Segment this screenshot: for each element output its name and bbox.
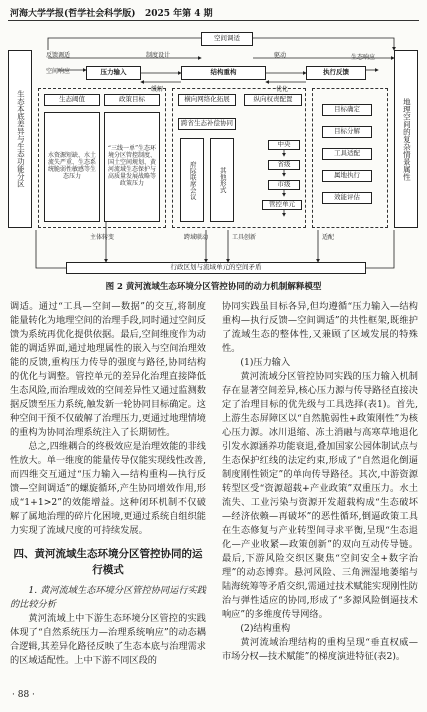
execution-header: 执行反馈 — [306, 66, 366, 80]
space-response-label: 空间响应 — [46, 68, 71, 75]
left-column — [10, 300, 206, 668]
cross-link-label: 跨域联动 — [184, 234, 209, 241]
structure-header: 结构重构 — [181, 66, 266, 80]
sub-body-label: 主体转变 — [90, 234, 115, 241]
eco-threshold-box: 生态阈值 — [44, 94, 100, 106]
mech-design-label: 制度设计 — [146, 52, 171, 59]
gov-joint-box: 府际联席会议 — [180, 138, 204, 222]
optimize-label: 优化 — [276, 86, 289, 93]
horizontal-network-box: 横向网络化拓展 — [178, 94, 236, 106]
level-city: 市级 — [268, 180, 300, 190]
admin-conflict-box: 行政区划与流域单元的空间矛盾 — [66, 262, 366, 274]
exec-step-5: 效能评估 — [322, 192, 372, 204]
policy-goal-box: 政策目标 — [104, 94, 160, 106]
issue-label: 2025 年第 4 期 — [144, 9, 213, 19]
exec-step-1: 目标确定 — [322, 104, 372, 116]
eco-pressure-desc: 水资源短缺、水土流失严重、生态系统脆弱性敏感等生态压力 — [44, 112, 100, 222]
tools-label: 工具创新 — [232, 234, 257, 241]
left-para-2: 总之,四维耦合的终极效应是治理效能的非线性放大。单一维度的能量传导仅能实现线性改善,而四维交互通过“压力输入—结构重构—执行反馈—空间调适”的螺旋循环,产生协同增效作用,形成“1+1>2”的效能增益。这种闭环机制不仅破解了属地治理的碎片化困境,更通过系统自组织能力实现了流域尺度的可持续发展。 — [10, 441, 206, 536]
fit-label: 适配 — [322, 234, 335, 241]
left-para-1: 调适。通过“工具—空间—数据”的交互,将制度能量转化为地理空间的治理手段,同时通过空间反馈为系统再优化提供依据。最后,空间维度作为动能的调适界面,通过地理属性的嵌入与空间治理效能的反馈,重构压力传导的强度与路径,协同结构的优化与调整。管控单元的差异化治理直接降低生态风险,而治理成效的空间差异性又通过监测数据反馈至压力系统,触发新一轮协同目标确定。这种空间干预不仅破解了治理压力,更通过地理情境的重构为协同治理系统注入了长期韧性。 — [10, 301, 206, 438]
exec-step-3: 工具适配 — [322, 148, 372, 160]
ease-label: 缓解 — [151, 86, 164, 93]
subsection-heading: 1. 黄河流域生态环境分区管控协同运行实践的比较分析 — [10, 585, 206, 610]
figure-caption: 图 2 黄河流域生态环境分区管控协同的动力机制解释模型 — [105, 282, 322, 292]
vertical-power-box: 纵向权责配置 — [244, 94, 302, 106]
mechanism-diagram — [6, 30, 420, 275]
page-number: · 88 · — [12, 690, 35, 700]
level-central: 中央 — [268, 140, 300, 150]
drive-label: 驱动 — [274, 52, 287, 59]
exec-step-4: 属地执行 — [322, 170, 372, 182]
running-header — [10, 6, 213, 19]
section-heading: 四、黄河流域生态环境分区管控协同的运行模式 — [13, 548, 203, 576]
level-unit: 管控单元 — [262, 200, 302, 210]
left-para-3: 黄河流域上中下游生态环境分区管控的实践体现了“自然系统压力—治理系统响应”的动态耦合逻辑,其差异化路径反映了生态本底与治理需求的区域适配性。上中下游不同区段的 — [10, 613, 206, 666]
level-province: 省级 — [268, 160, 300, 170]
exec-step-2: 目标分解 — [322, 126, 372, 138]
right-para-1: 协同实践虽目标各异,但均遵循“压力输入—结构重构—执行反馈—空间调适”的共性框架,既维护了流域生态的整体性,又兼顾了区域发展的特殊性。 — [222, 301, 418, 354]
cross-prov-box: 跨省生态补偿协同 — [178, 118, 236, 130]
journal-name: 河海大学学报(哲学社会科学版) — [10, 9, 136, 19]
eco-base-box: 生态本底差异与生态功能分区 — [8, 50, 32, 228]
right-para-3: 黄河流域治理结构的重构呈现“垂直权威—市场分权—技术赋能”的梯度演进特征(表2)。 — [222, 637, 418, 662]
other-form-box: 其他形式 — [210, 138, 234, 222]
space-adjust-box: 空间调适 — [201, 32, 253, 46]
feedback-label: 反馈调适 — [46, 52, 71, 59]
pressure-input-header: 压力输入 — [86, 66, 141, 80]
right-sub-1: (1)压力输入 — [240, 357, 291, 368]
right-column — [222, 300, 418, 664]
right-sub-2: (2)结构重构 — [240, 623, 291, 634]
right-para-2: 黄河流域分区管控协同实践的压力输入机制存在显著空间差异,核心压力源与传导路径直接决定了治理目标的优先级与工具选择(表1)。首先,上游生态屏障区以“自然脆弱性+政策刚性”为核心压力源。冰川退缩、冻土消融与高寒草地退化引发水源涵养功能衰退,叠加国家公园体制试点与生态保护红线的法定约束,形成了“自然退化倒逼制度刚性锁定”的单向传导路径。其次,中游资源转型区受“资源超载+产业政策”双重压力。水土流失、工业污染与资源开发超载构成“生态破坏—经济依赖—再破坏”的恶性循环,倒逼政策工具在生态修复与产业转型间寻求平衡,呈现“生态退化—产业收紧—政策创新”的双向互动传导链。最后,下游风险交织区聚焦“空间安全+数字治理”的动态博弈。悬河风险、三角洲湿地萎缩与陆海统筹等矛盾交织,需通过技术赋能实现刚性防治与弹性适应的协同,形成了“多源风险倒逼技术响应”的多维度传导网络。 — [222, 371, 418, 620]
header-rule — [8, 20, 419, 21]
geo-context-box: 地理空间的复杂情景属性 — [394, 50, 418, 228]
eco-response-label: 生态响应 — [351, 54, 376, 61]
policy-pressure-desc: “三线一单”生态环境分区管控制度、国土空间规划、黄河流域生态保护与高质量发展战略等政策压力 — [104, 112, 160, 222]
